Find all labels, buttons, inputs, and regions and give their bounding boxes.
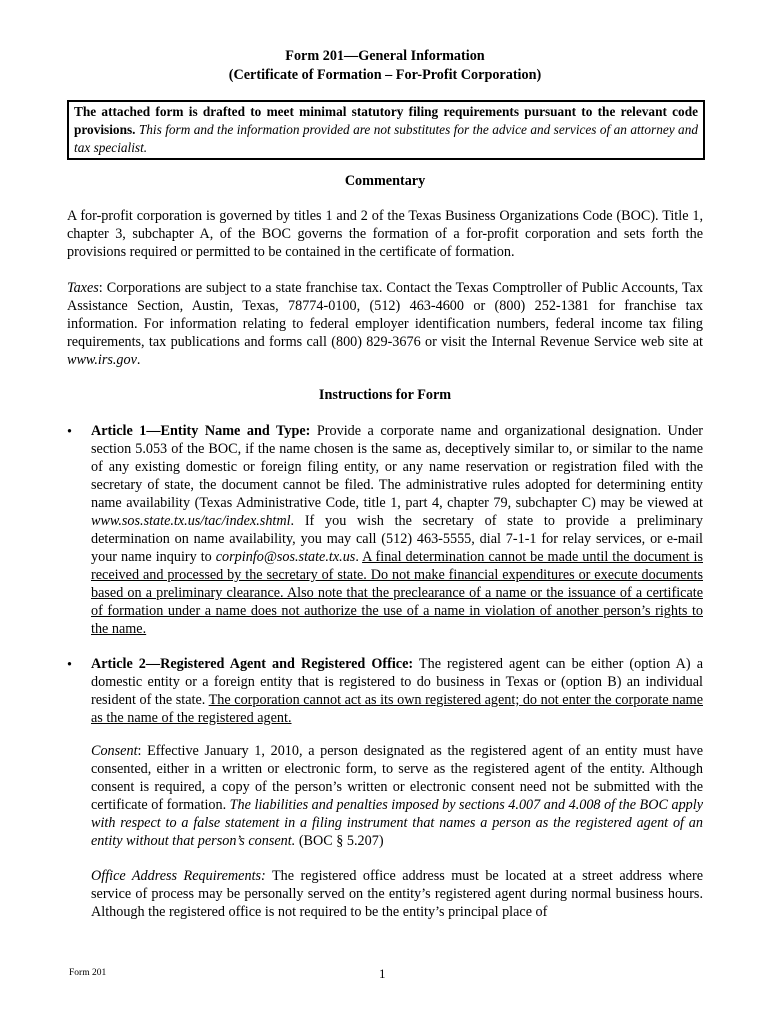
bullet-article-2: • — [67, 657, 72, 673]
taxes-text: : Corporations are subject to a state franchise tax. Contact the Texas Comptroller of Public Accounts, Tax Assistance Section, Austin, Texas, 78774-0100, (512) 463-4600 or (800) 252-1381 for franchise tax information. For information relating to federal employer identification numbers, federal income tax filing requirements, tax publications and forms call (800) 829-3676 or visit the Internal Revenue Service web site at — [67, 280, 703, 350]
consent-italic-text: The liabilities and penalties imposed by sections 4.007 and 4.008 of the BOC apply with respect to a false statement in a filing instrument that names a person as the registered agent of an entity without that person’s consent. — [91, 797, 704, 849]
article-2-instructions: Article 2—Registered Agent and Registered Office: The registered agent can be either (option A) a domestic entity or a foreign entity that is registered to do business in Texas or (option B) an individual resident of the state. The corporation cannot act as its own registered agent; do not enter the corporate name as the name of the registered agent. — [91, 656, 703, 726]
consent-label: Consent — [91, 743, 138, 759]
taxes-paragraph: Taxes: Corporations are subject to a state franchise tax. Contact the Texas Comptroller of Public Accounts, Tax Assistance Section, Austin, Texas, 78774-0100, (512) 463-4600 or (800) 252-1381 for franchise tax information. For information relating to federal employer identification numbers, federal income tax filing requirements, tax publications and forms call (800) 829-3676 or visit the Internal Revenue Service web site at www.irs.gov. — [67, 280, 703, 368]
article-1-underlined-note: A final determination cannot be made until the document is received and processed by the secretary of state. Do not make financial expenditures or execute documents based on a preliminary clearance. Also note that the preclearance of a name or the issuance of a certificate of formation under a name does not authorize the use of a name in violation of another person’s rights to the name. — [91, 549, 703, 637]
notice-italic-text: This form and the information provided are not substitutes for the advice and services of an attorney and tax specialist. — [74, 122, 698, 155]
article-2-label: Article 2—Registered Agent and Registered Office: — [91, 656, 414, 672]
irs-website: www.irs.gov — [67, 352, 137, 368]
taxes-label: Taxes — [67, 280, 99, 296]
form-title: Form 201—General Information — [285, 48, 485, 64]
tac-website: www.sos.state.tx.us/tac/index.shtml — [91, 513, 291, 529]
footer-form-label: Form 201 — [69, 968, 107, 978]
page-number: 1 — [379, 966, 386, 981]
corpinfo-email: corpinfo@sos.state.tx.us — [215, 549, 356, 565]
notice-bold-text: The attached form is drafted to meet minimal statutory filing requirements pursuant to the relevant code provisions. — [74, 104, 698, 137]
bullet-article-1: • — [67, 424, 72, 440]
notice-box — [67, 100, 705, 160]
office-label: Office Address Requirements: — [91, 868, 266, 884]
article-1-instructions: Article 1—Entity Name and Type: Provide a corporate name and organizational designation. Under section 5.053 of the BOC, if the name chosen is the same as, deceptively similar to, or similar to the name of any existing domestic or foreign filing entity, or any name reservation or registration filed with the secretary of state, the document cannot be filed. The administrative rules adopted for determining entity name availability (Texas Administrative Code, title 1, part 4, chapter 79, subchapter C) may be viewed at www.sos.state.tx.us/tac/index.shtml. If you wish the secretary of state to provide a preliminary determination on name availability, you may call (512) 463-5555, dial 7-1-1 for relay services, or e-mail your name inquiry to corpinfo@sos.state.tx.us. A final determination cannot be made until the document is received and processed by the secretary of state. Do not make financial expenditures or execute documents based on a preliminary clearance. Also note that the preclearance of a name or the issuance of a certificate of formation under a name does not authorize the use of a name in violation of another person’s rights to the name. — [91, 423, 703, 637]
commentary-heading: Commentary — [344, 173, 426, 189]
instructions-heading: Instructions for Form — [318, 387, 452, 403]
article-2-underlined-note: The corporation cannot act as its own registered agent; do not enter the corporate name as the name of the registered agent. — [91, 692, 703, 726]
office-address-paragraph: Office Address Requirements: The registered office address must be located at a street address where service of process may be personally served on the entity’s registered agent during normal business hours. Although the registered office is not required to be the entity’s principal place of — [91, 868, 703, 920]
commentary-paragraph: A for-profit corporation is governed by titles 1 and 2 of the Texas Business Organizations Code (BOC). Title 1, chapter 3, subchapter A, of the BOC governs the formation of a for-profit corporation and sets forth the provisions required or permitted to be contained in the certificate of formation. — [67, 208, 703, 260]
article-1-label: Article 1—Entity Name and Type: — [91, 423, 311, 439]
form-subtitle: (Certificate of Formation – For-Profit Corporation) — [228, 67, 542, 83]
consent-paragraph: Consent: Effective January 1, 2010, a person designated as the registered agent of an entity must have consented, either in a written or electronic form, to serve as the registered agent of the entity. Although consent is required, a copy of the person’s written or electronic consent need not be submitted with the certificate of formation. The liabilities and penalties imposed by sections 4.007 and 4.008 of the BOC apply with respect to a false statement in a filing instrument that names a person as the registered agent of an entity without that person’s consent. (BOC § 5.207) — [91, 743, 704, 849]
